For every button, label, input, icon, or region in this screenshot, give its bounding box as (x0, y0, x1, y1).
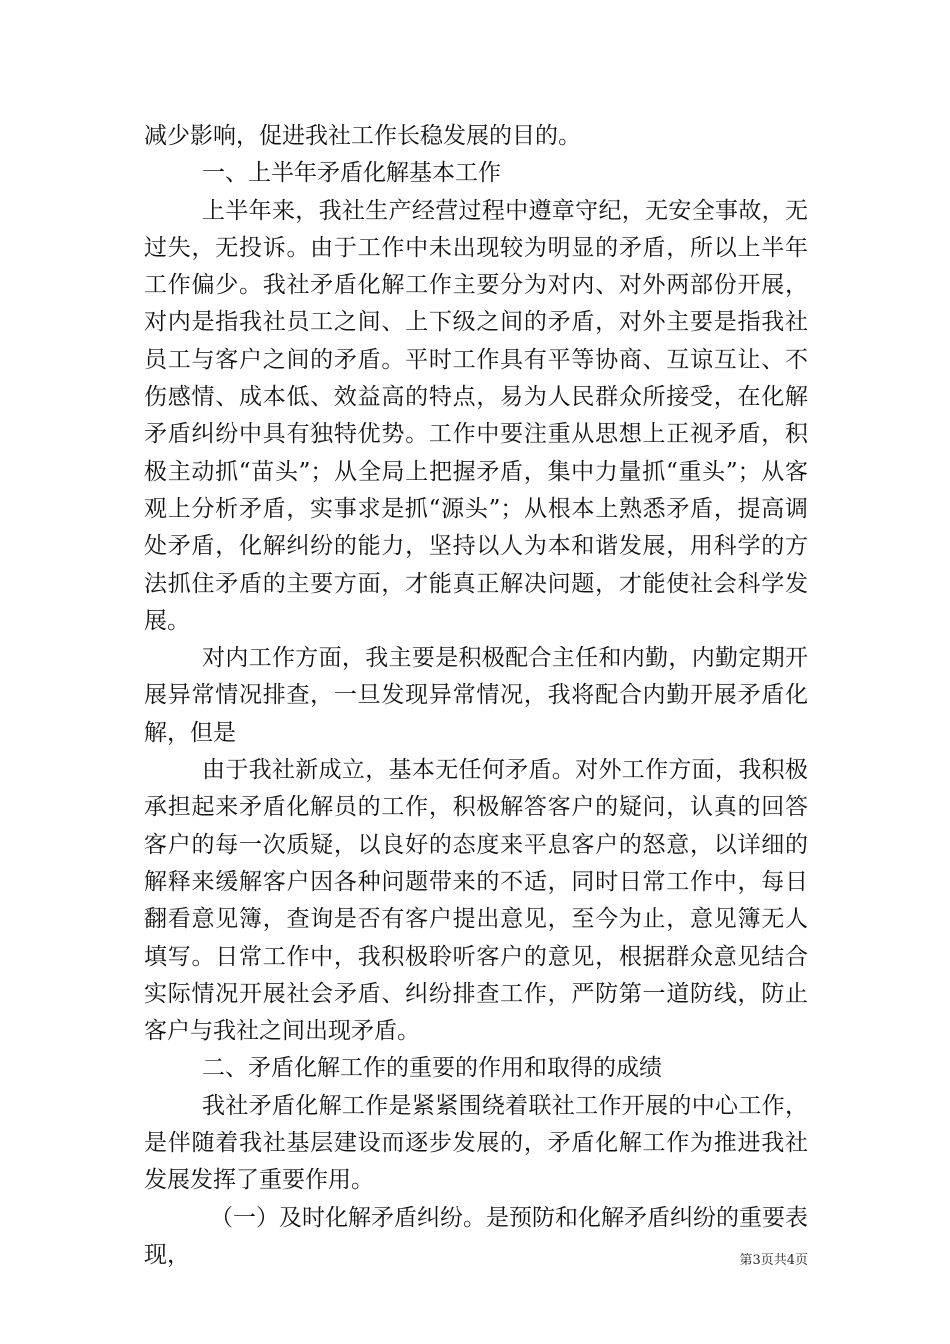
paragraph-continuation: 减少影响，促进我社工作长稳发展的目的。 (144, 123, 581, 149)
page-number-footer: 第3页共4页 (739, 1253, 808, 1268)
paragraph-internal-work: 对内工作方面，我主要是积极配合主任和内勤，内勤定期开展异常情况排查，一旦发现异常情况，我将配合内勤开展矛盾化解，但是 (144, 645, 808, 746)
section-heading-1: 一、上半年矛盾化解基本工作 (202, 160, 501, 187)
paragraph-item-1: （一）及时化解矛盾纠纷。是预防和化解矛盾纠纷的重要表现， (144, 1204, 808, 1268)
document-body (144, 118, 808, 1274)
section-heading-2: 二、矛盾化解工作的重要的作用和取得的成绩 (202, 1055, 662, 1082)
paragraph-first-half-work: 上半年来，我社生产经营过程中遵章守纪，无安全事故，无过失，无投诉。由于工作中未出现较为明显的矛盾，所以上半年工作偏少。我社矛盾化解工作主要分为对内、对外两部份开展，对内是指我社员工之间、上下级之间的矛盾，对外主要是指我社员工与客户之间的矛盾。平时工作具有平等协商、互谅互让、不伤感情、成本低、效益高的特点，易为人民群众所接受，在化解矛盾纠纷中具有独特优势。工作中要注重从思想上正视矛盾，积极主动抓“苗头”；从全局上把握矛盾，集中力量抓“重头”；从客观上分析矛盾，实事求是抓“源头”；从根本上熟悉矛盾，提高调处矛盾，化解纠纷的能力，坚持以人为本和谐发展，用科学的方法抓住矛盾的主要方面，才能真正解决问题，才能使社会科学发展。 (144, 197, 808, 634)
paragraph-external-work: 由于我社新成立，基本无任何矛盾。对外工作方面，我积极承担起来矛盾化解员的工作，积极解答客户的疑问，认真的回答客户的每一次质疑，以良好的态度来平息客户的怒意，以详细的解释来缓解客户因各种问题带来的不适，同时日常工作中，每日翻看意见簿，查询是否有客户提出意见，至今为止，意见簿无人填写。日常工作中，我积极聆听客户的意见，根据群众意见结合实际情况开展社会矛盾、纠纷排查工作，严防第一道防线，防止客户与我社之间出现矛盾。 (144, 757, 808, 1045)
paragraph-importance: 我社矛盾化解工作是紧紧围绕着联社工作开展的中心工作，是伴随着我社基层建设而逐步发展的，矛盾化解工作为推进我社发展发挥了重要作用。 (144, 1092, 808, 1194)
